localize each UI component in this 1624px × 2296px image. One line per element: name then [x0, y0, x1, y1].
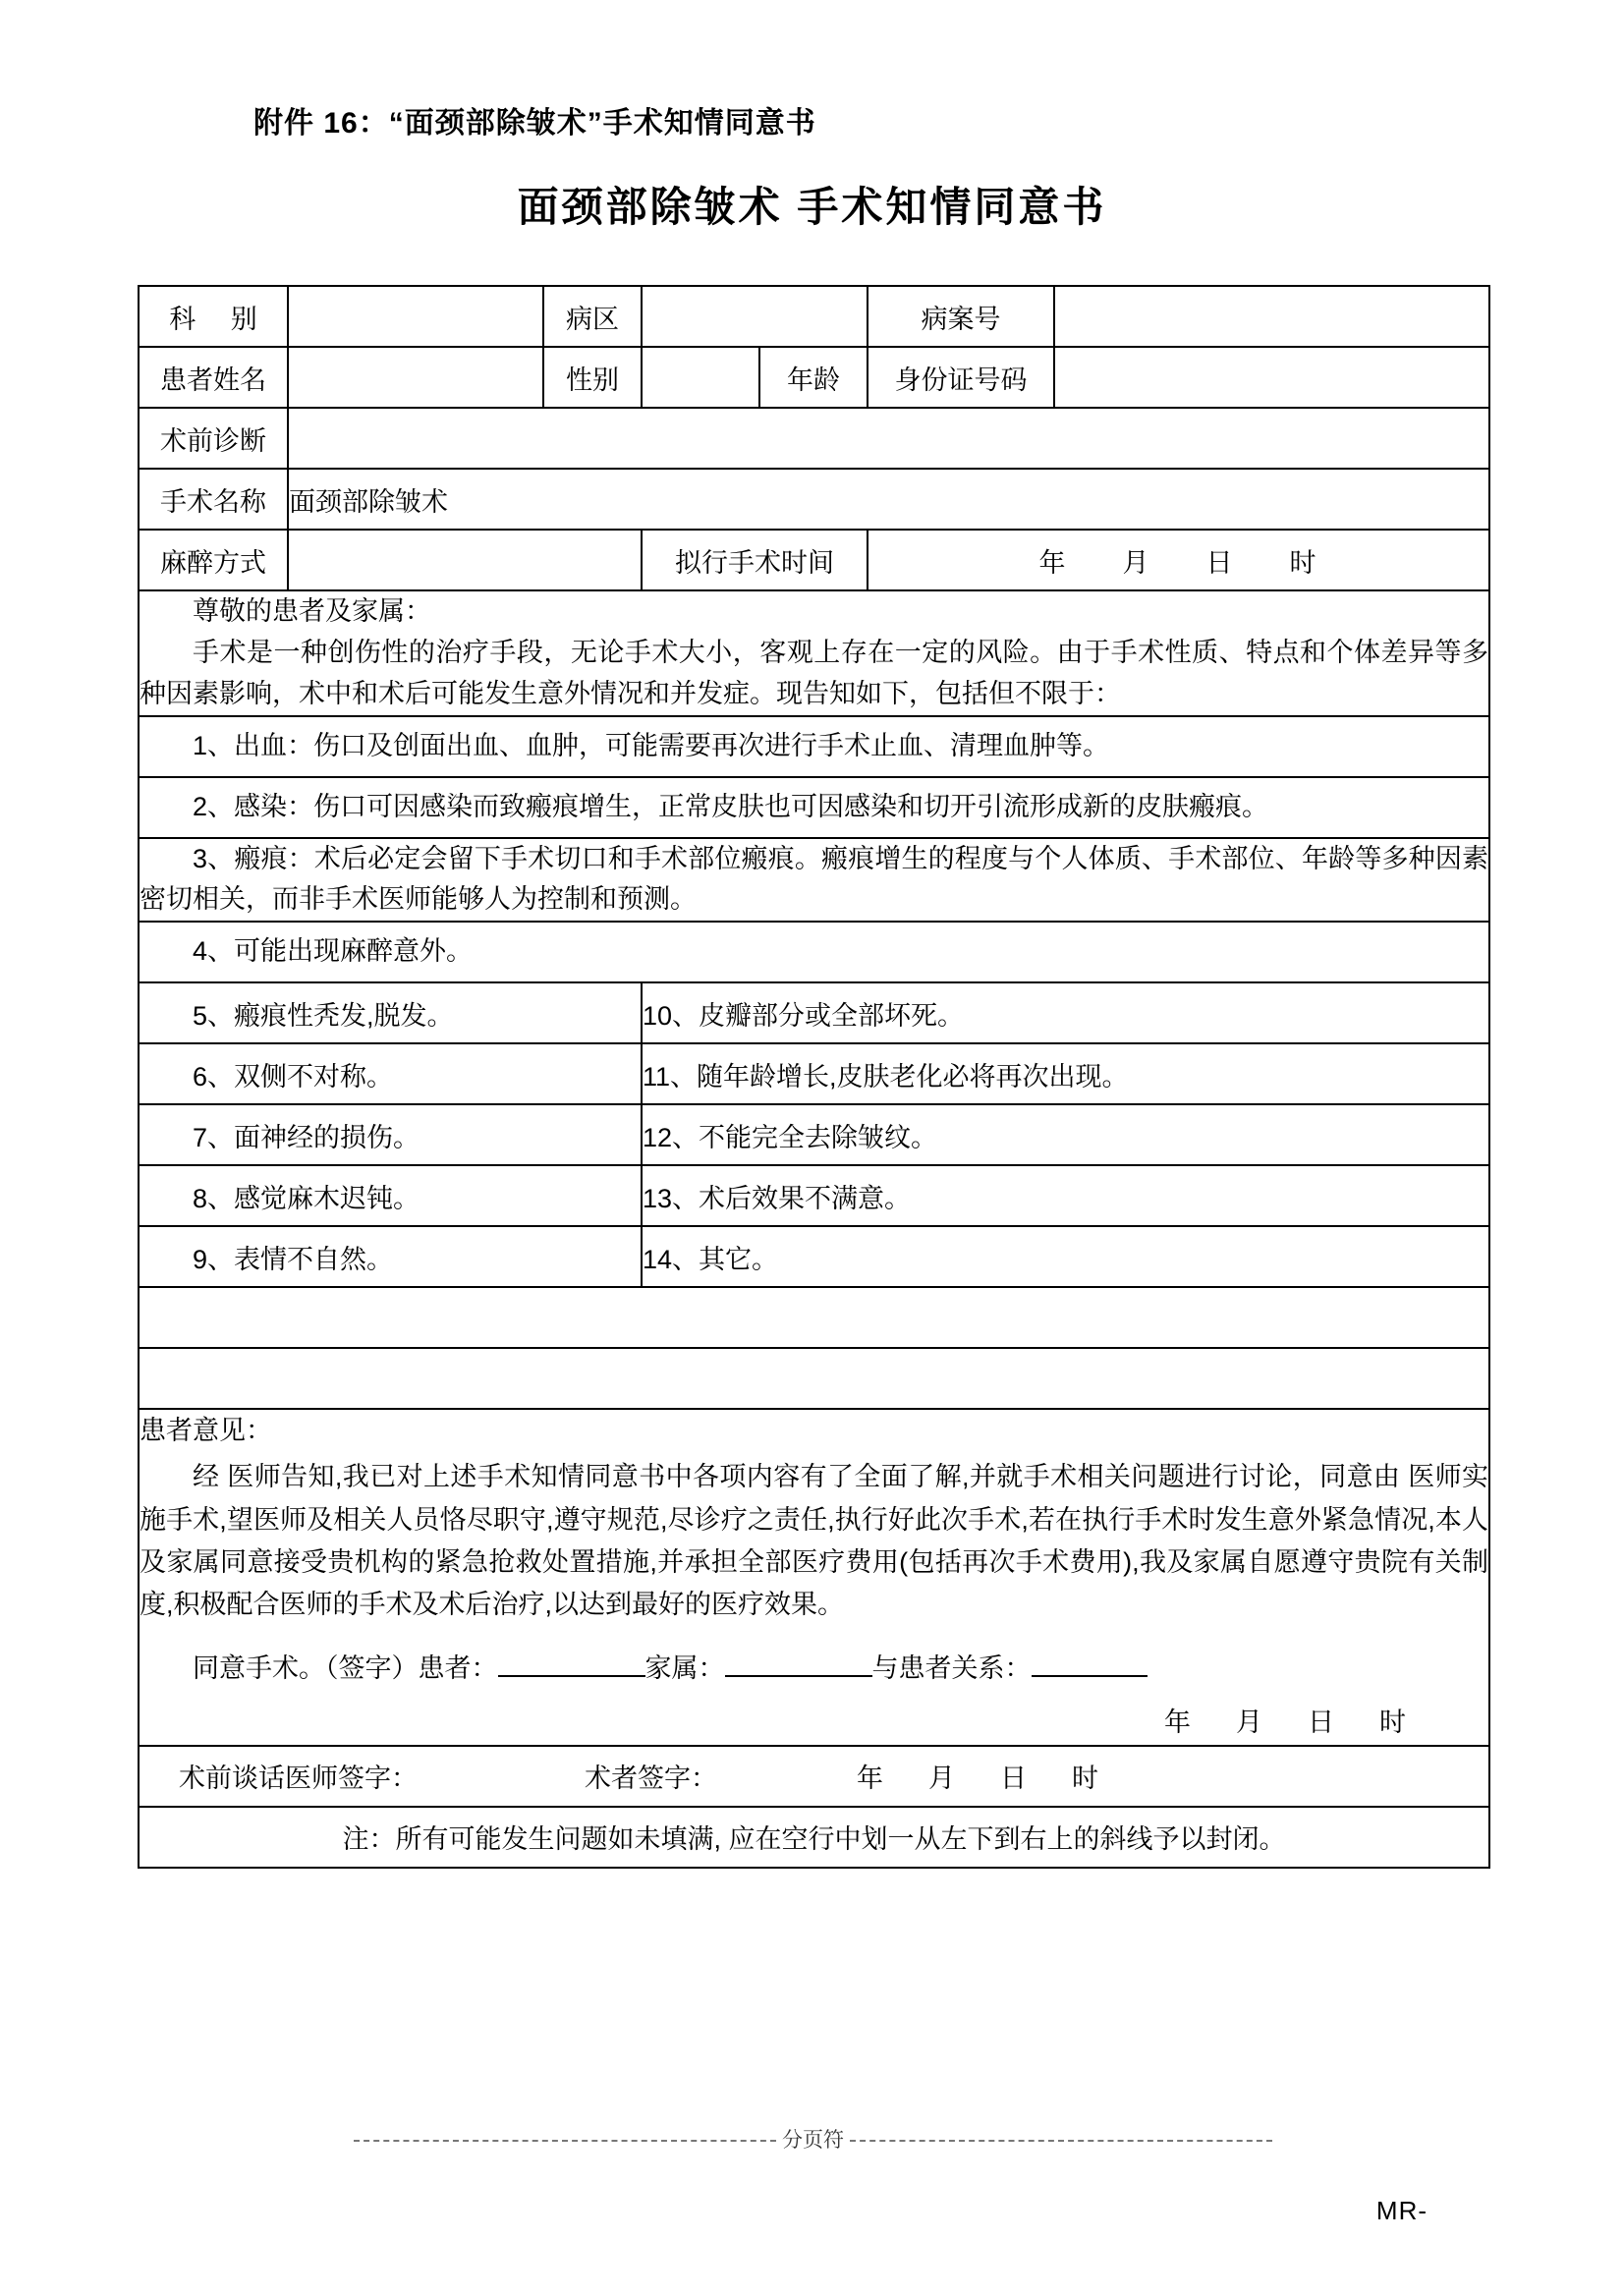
table-row [139, 1807, 1489, 1868]
field-gender[interactable] [642, 347, 759, 408]
doctor-signature-date[interactable] [717, 1757, 1122, 1795]
signature-line [140, 1648, 1488, 1690]
table-row [139, 1226, 1489, 1287]
risk-item-10: 10、皮瓣部分或全部坏死。 [642, 982, 1489, 1043]
preamble-text: 手术是一种创伤性的治疗手段，无论手术大小，客观上存在一定的风险。由于手术性质、特点和个体差异等多种因素影响，术中和术后可能发生意外情况和并发症。现告知如下，包括但不限于： [140, 637, 1488, 708]
field-case-number[interactable] [1054, 286, 1489, 347]
family-label: 家属： [644, 1653, 725, 1684]
date-month: 月 [1122, 547, 1151, 578]
table-row [139, 777, 1489, 838]
label-anesthesia: 麻醉方式 [139, 530, 288, 590]
form-note: 注：所有可能发生问题如未填满, 应在空行中划一从左下到右上的斜线予以封闭。 [139, 1807, 1489, 1868]
date-day: 日 [1000, 1764, 1029, 1794]
relation-field[interactable] [1032, 1675, 1148, 1677]
date-year: 年 [1038, 547, 1068, 578]
risk-item-1: 1、出血：伤口及创面出血、血肿，可能需要再次进行手术止血、清理血肿等。 [139, 716, 1489, 777]
patient-opinion-heading: 患者意见： [140, 1416, 272, 1446]
table-row [139, 408, 1489, 469]
label-procedure-name: 手术名称 [139, 469, 288, 530]
table-row [139, 286, 1489, 347]
doctor-signature-row [139, 1746, 1489, 1807]
field-procedure-name[interactable]: 面颈部除皱术 [288, 469, 1489, 530]
date-year: 年 [857, 1764, 885, 1794]
table-row [139, 1287, 1489, 1348]
risk-item-7: 7、面神经的损伤。 [139, 1104, 642, 1165]
table-row [139, 1409, 1489, 1745]
blank-line-1[interactable] [139, 1287, 1489, 1348]
label-gender: 性别 [543, 347, 642, 408]
label-department: 科 别 [139, 286, 288, 347]
risk-item-6: 6、双侧不对称。 [139, 1043, 642, 1104]
risk-item-8: 8、感觉麻木迟钝。 [139, 1165, 642, 1226]
field-scheduled-date[interactable] [868, 530, 1489, 590]
label-id-number: 身份证号码 [868, 347, 1054, 408]
risk-item-5: 5、瘢痕性秃发,脱发。 [139, 982, 642, 1043]
risk-item-11: 11、随年龄增长,皮肤老化必将再次出现。 [642, 1043, 1489, 1104]
page-title: 面颈部除皱术 手术知情同意书 [517, 184, 1107, 230]
page-break-marker [138, 2124, 1488, 2154]
table-row [139, 1043, 1489, 1104]
risk-item-4: 4、可能出现麻醉意外。 [139, 922, 1489, 982]
date-hour: 时 [1072, 1764, 1100, 1794]
label-preop-diagnosis: 术前诊断 [139, 408, 288, 469]
family-signature-field[interactable] [725, 1675, 872, 1677]
dash-right [850, 2140, 1272, 2142]
table-row [139, 1746, 1489, 1807]
label-ward: 病区 [543, 286, 642, 347]
table-row [139, 1104, 1489, 1165]
field-patient-name[interactable] [288, 347, 543, 408]
risk-item-2: 2、感染：伤口可因感染而致瘢痕增生，正常皮肤也可因感染和切开引流形成新的皮肤瘢痕。 [139, 777, 1489, 838]
attachment-label: 附件 16：“面颈部除皱术”手术知情同意书 [253, 107, 816, 140]
date-hour: 时 [1379, 1708, 1408, 1738]
date-hour: 时 [1289, 547, 1318, 578]
page-break-label: 分页符 [782, 2129, 844, 2152]
surgeon-label: 术者签字： [585, 1764, 717, 1794]
risk-item-13: 13、术后效果不满意。 [642, 1165, 1489, 1226]
risk-item-12: 12、不能完全去除皱纹。 [642, 1104, 1489, 1165]
table-row [139, 922, 1489, 982]
patient-opinion-block [139, 1409, 1489, 1745]
field-anesthesia[interactable] [288, 530, 642, 590]
patient-signature-field[interactable] [498, 1675, 645, 1677]
date-month: 月 [1236, 1708, 1264, 1738]
date-day: 日 [1308, 1708, 1336, 1738]
preamble-block [139, 590, 1489, 716]
patient-opinion-body: 经 医师告知,我已对上述手术知情同意书中各项内容有了全面了解,并就手术相关问题进行讨论，同意由 医师实施手术,望医师及相关人员恪尽职守,遵守规范,尽诊疗之责任,执行好此次手术,若在执行手术时发生意外紧急情况,本人及家属同意接受贵机构的紧急抢救处置措施,并承担全部医疗费用(包括再次手术费用),我及家属自愿遵守贵院有关制度,积极配合医师的手术及术后治疗,以达到最好的医疗效果。 [140, 1462, 1488, 1619]
footer-code: MR- [1375, 2196, 1428, 2225]
table-row [139, 347, 1489, 408]
risk-item-3: 3、瘢痕：术后必定会留下手术切口和手术部位瘢痕。瘢痕增生的程度与个人体质、手术部位、年龄等多种因素密切相关，而非手术医师能够人为控制和预测。 [139, 838, 1489, 923]
table-row [139, 590, 1489, 716]
label-patient-name: 患者姓名 [139, 347, 288, 408]
relation-label: 与患者关系： [871, 1653, 1032, 1684]
date-day: 日 [1205, 547, 1235, 578]
risk-item-9: 9、表情不自然。 [139, 1226, 642, 1287]
pre-talk-doctor-label: 术前谈话医师签字： [179, 1764, 418, 1794]
date-year: 年 [1164, 1708, 1193, 1738]
field-id-number[interactable] [1054, 347, 1489, 408]
table-row [139, 530, 1489, 590]
risk-item-14: 14、其它。 [642, 1226, 1489, 1287]
table-row [139, 716, 1489, 777]
label-case-number: 病案号 [868, 286, 1054, 347]
field-department[interactable] [288, 286, 543, 347]
label-age: 年龄 [759, 347, 868, 408]
patient-signature-date[interactable] [140, 1702, 1488, 1744]
blank-line-2[interactable] [139, 1348, 1489, 1409]
table-row [139, 469, 1489, 530]
table-row [139, 838, 1489, 923]
consent-form-table [138, 285, 1490, 1869]
date-month: 月 [928, 1764, 957, 1794]
table-row [139, 1165, 1489, 1226]
label-scheduled-time: 拟行手术时间 [642, 530, 868, 590]
dash-left [354, 2140, 776, 2142]
field-ward[interactable] [642, 286, 868, 347]
agree-label: 同意手术。（签字）患者： [193, 1653, 498, 1684]
table-row [139, 982, 1489, 1043]
table-row [139, 1348, 1489, 1409]
preamble-salutation: 尊敬的患者及家属： [193, 596, 431, 626]
field-preop-diagnosis[interactable] [288, 408, 1489, 469]
